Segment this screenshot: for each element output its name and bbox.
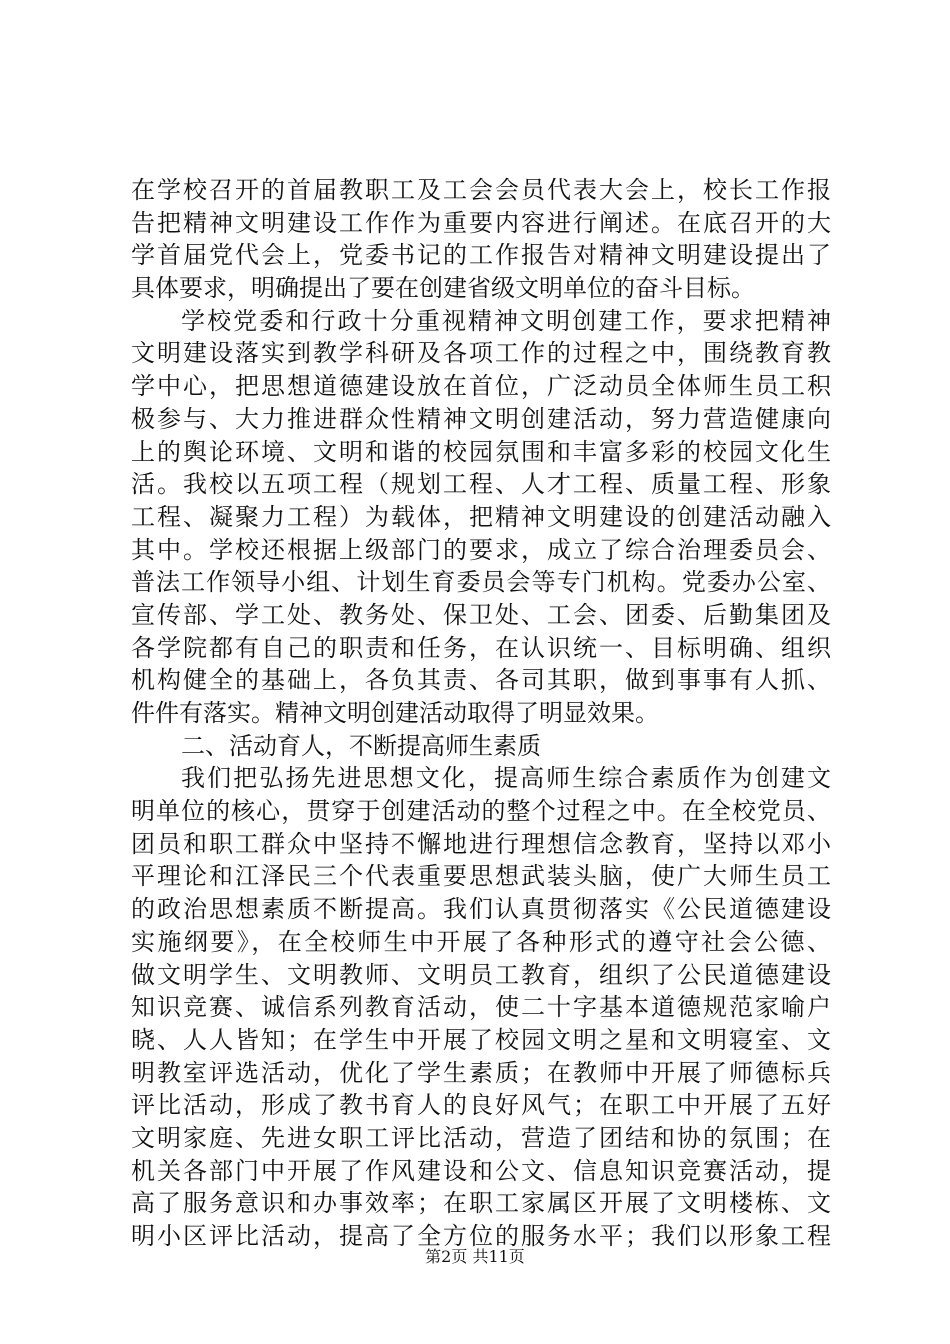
text-line: 平理论和江泽民三个代表重要思想武装头脑，使广大师生员工 [131, 862, 831, 891]
text-line: 学首届党代会上，党委书记的工作报告对精神文明建设提出了 [131, 241, 831, 270]
text-line: 做文明学生、文明教师、文明员工教育，组织了公民道德建设 [131, 960, 831, 989]
text-line: 普法工作领导小组、计划生育委员会等专门机构。党委办公室、 [131, 568, 831, 597]
text-line: 学校党委和行政十分重视精神文明创建工作，要求把精神 [181, 306, 831, 335]
text-line: 学中心，把思想道德建设放在首位，广泛动员全体师生员工积 [131, 372, 831, 401]
text-line: 团员和职工群众中坚持不懈地进行理想信念教育，坚持以邓小 [131, 829, 831, 858]
document-body [131, 174, 831, 1253]
text-line: 明教室评选活动，优化了学生素质；在教师中开展了师德标兵 [131, 1058, 831, 1087]
text-line: 上的舆论环境、文明和谐的校园氛围和丰富多彩的校园文化生 [131, 437, 831, 466]
text-line: 高了服务意识和办事效率；在职工家属区开展了文明楼栋、文 [131, 1189, 831, 1218]
text-line: 的政治思想素质不断提高。我们认真贯彻落实《公民道德建设 [131, 895, 831, 924]
text-line: 宣传部、学工处、教务处、保卫处、工会、团委、后勤集团及 [131, 600, 831, 629]
text-line: 文明家庭、先进女职工评比活动，营造了团结和协的氛围；在 [131, 1123, 831, 1152]
text-line: 实施纲要》，在全校师生中开展了各种形式的遵守社会公德、 [131, 927, 831, 956]
page-number-footer: 第2页 共11页 [425, 1247, 525, 1266]
text-line: 知识竞赛、诚信系列教育活动，使二十字基本道德规范家喻户 [131, 993, 831, 1022]
text-line: 明单位的核心，贯穿于创建活动的整个过程之中。在全校党员、 [131, 797, 831, 826]
text-line: 机构健全的基础上，各负其责、各司其职，做到事事有人抓、 [131, 666, 831, 695]
text-line: 活。我校以五项工程（规划工程、人才工程、质量工程、形象 [131, 470, 831, 499]
text-line: 二、活动育人，不断提高师生素质 [181, 731, 541, 760]
text-line: 机关各部门中开展了作风建设和公文、信息知识竞赛活动，提 [131, 1156, 831, 1185]
text-line: 评比活动，形成了教书育人的良好风气；在职工中开展了五好 [131, 1091, 831, 1120]
text-line: 具体要求，明确提出了要在创建省级文明单位的奋斗目标。 [131, 274, 755, 303]
text-line: 工程、凝聚力工程）为载体，把精神文明建设的创建活动融入 [131, 502, 831, 531]
text-line: 其中。学校还根据上级部门的要求，成立了综合治理委员会、 [131, 535, 831, 564]
text-line: 我们把弘扬先进思想文化，提高师生综合素质作为创建文 [181, 764, 831, 793]
text-line: 晓、人人皆知；在学生中开展了校园文明之星和文明寝室、文 [131, 1025, 831, 1054]
text-line: 极参与、大力推进群众性精神文明创建活动，努力营造健康向 [131, 404, 831, 433]
text-line: 明小区评比活动，提高了全方位的服务水平；我们以形象工程 [131, 1222, 831, 1250]
text-line: 文明建设落实到教学科研及各项工作的过程之中，围绕教育教 [131, 339, 831, 368]
text-line: 各学院都有自己的职责和任务，在认识统一、目标明确、组织 [131, 633, 831, 662]
text-line: 告把精神文明建设工作作为重要内容进行阐述。在底召开的大 [131, 208, 831, 237]
text-line: 件件有落实。精神文明创建活动取得了明显效果。 [131, 699, 659, 727]
text-line: 在学校召开的首届教职工及工会会员代表大会上，校长工作报 [131, 176, 831, 204]
